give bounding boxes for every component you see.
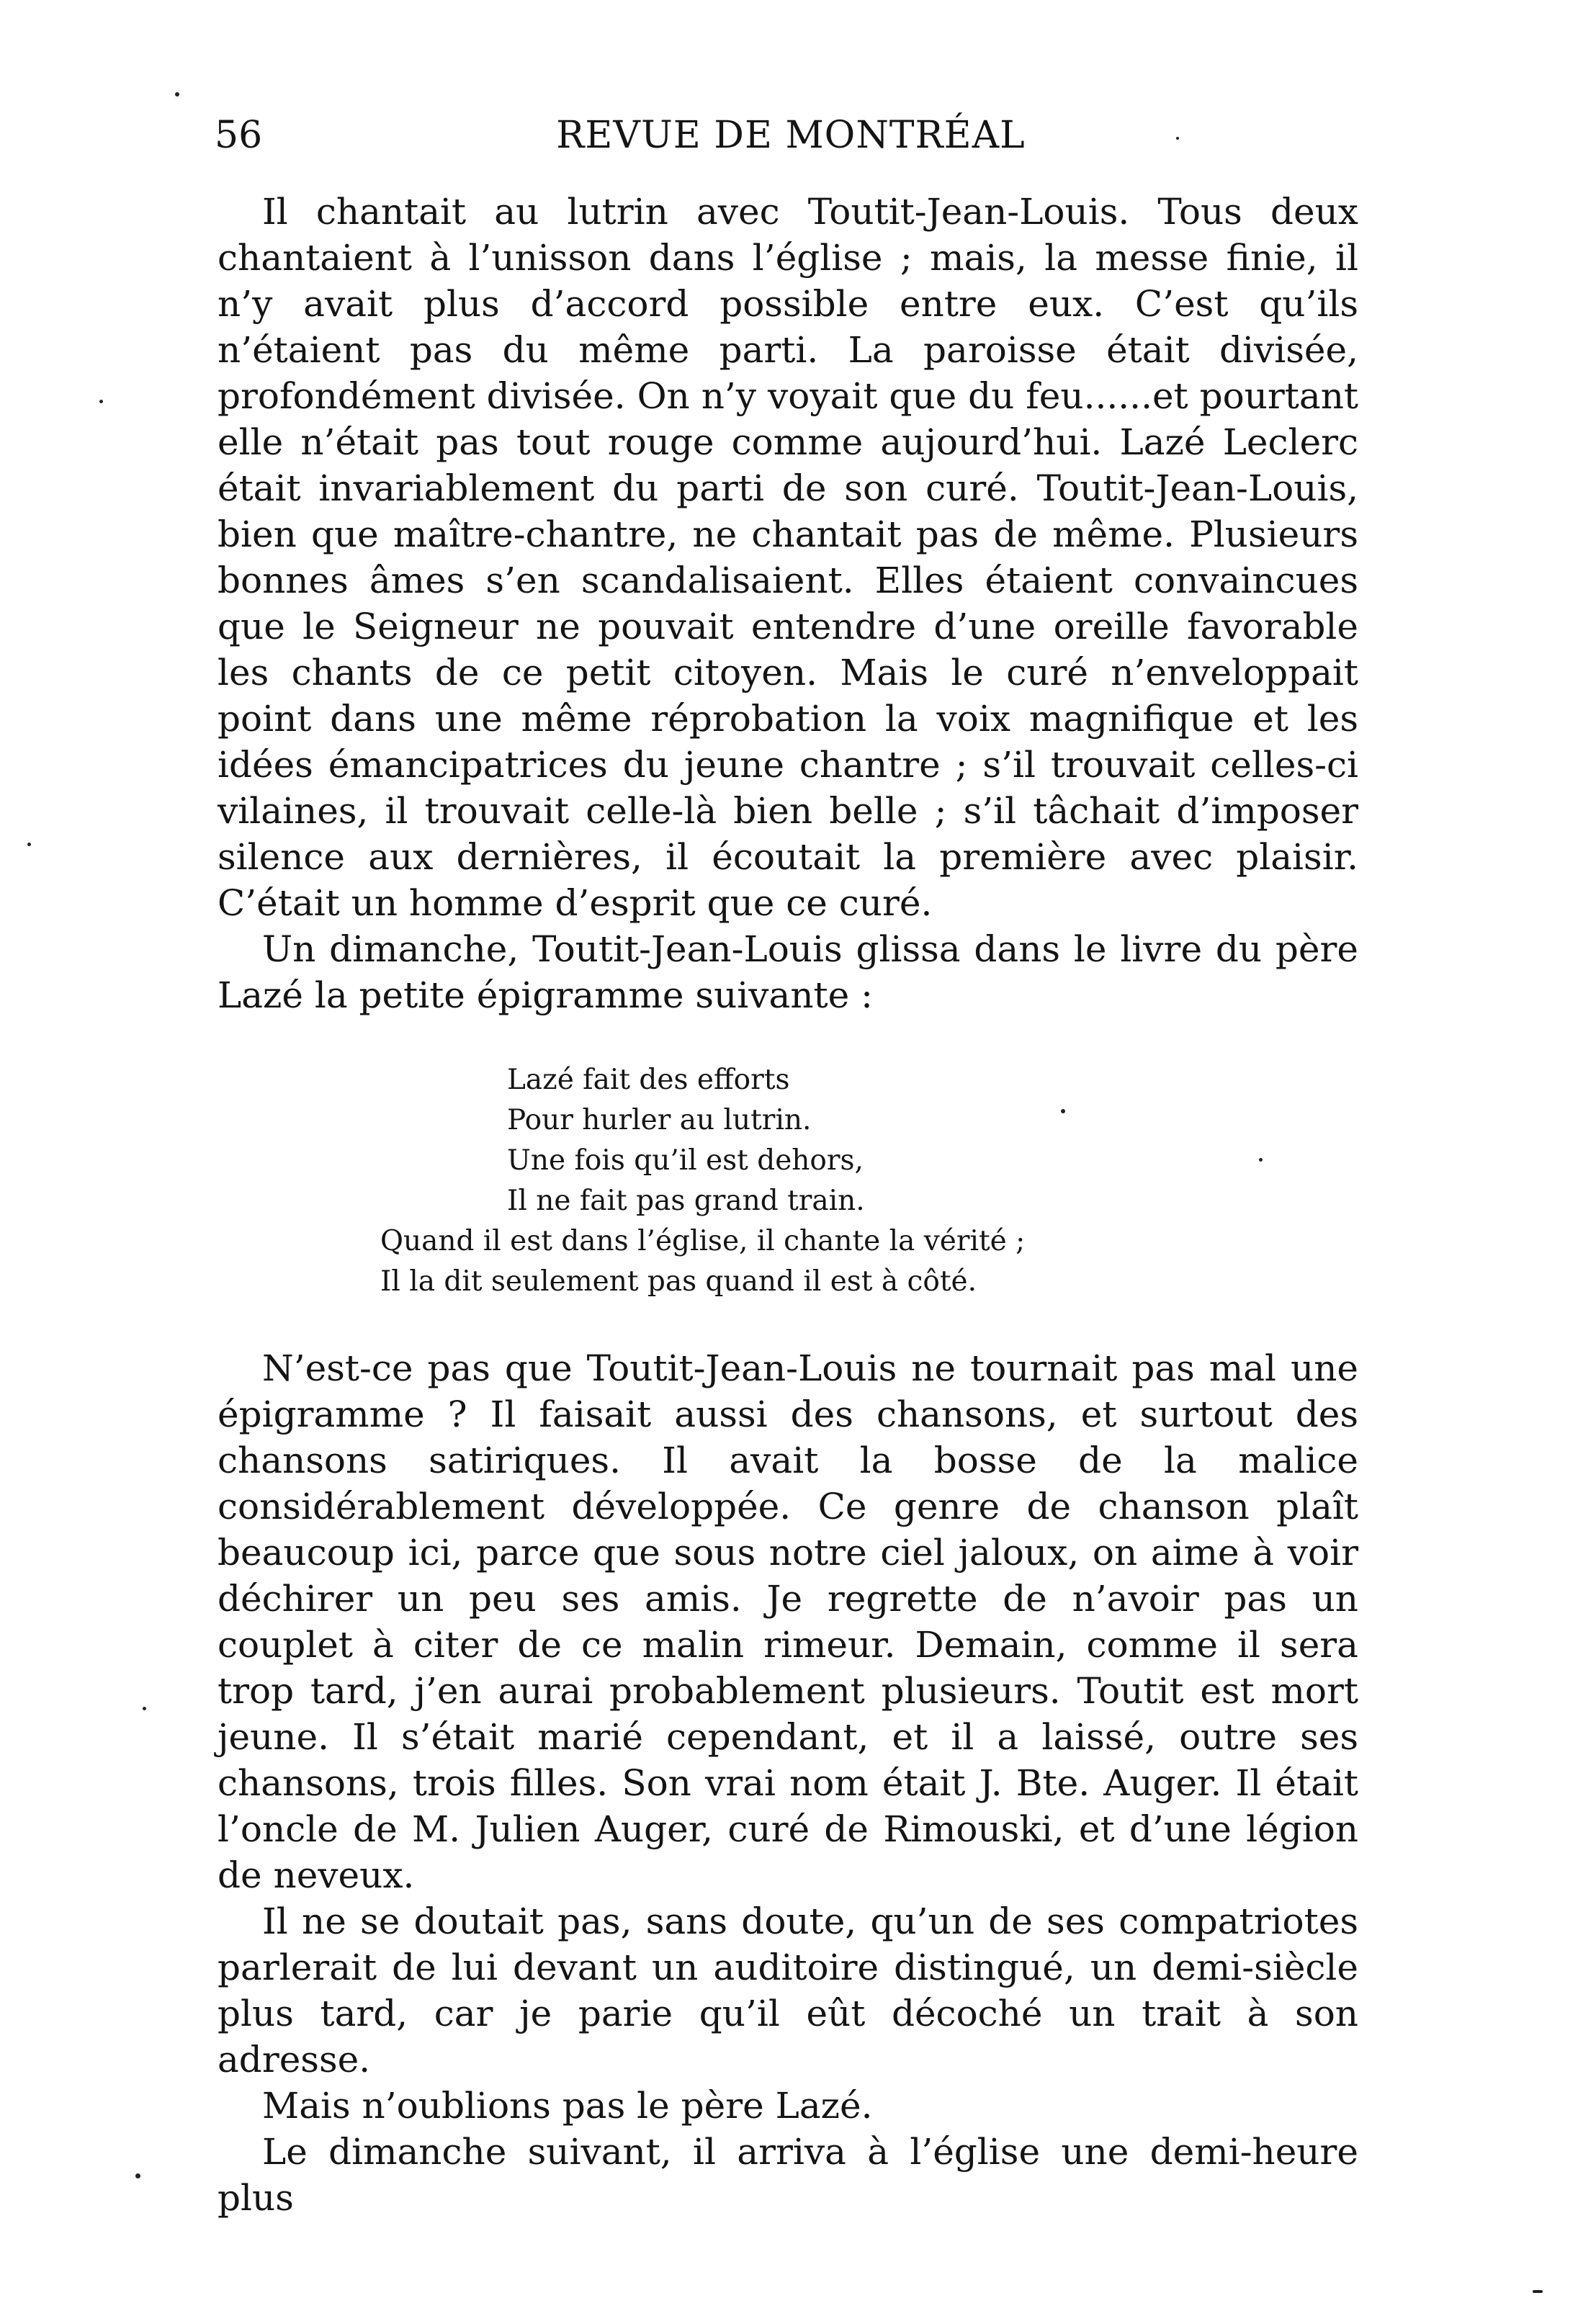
scan-speck [1061, 1109, 1065, 1113]
scan-speck [135, 2173, 140, 2178]
scan-speck [143, 1707, 146, 1710]
paragraph: Il chantait au lutrin avec Toutit-Jean-Louis. Tous deux chantaient à l’unisson dans l’église ; mais, la messe finie, il n’y avait plus d’accord possible entre eux. C’est qu’ils n’étaient pas du même parti. La paroisse était divisée, profondément divisée. On n’y voyait que du feu......et pourtant elle n’était pas tout rouge comme aujourd’hui. Lazé Leclerc était invariablement du parti de son curé. Toutit-Jean-Louis, bien que maître-chantre, ne chantait pas de même. Plusieurs bonnes âmes s’en scandalisaient. Elles étaient convaincues que le Seigneur ne pouvait entendre d’une oreille favorable les chants de ce petit citoyen. Mais le curé n’enveloppait point dans une même réprobation la voix magnifique et les idées émancipatrices du jeune chantre ; s’il trouvait celles-ci vilaines, il trouvait celle-là bien belle ; s’il tâchait d’imposer silence aux dernières, il écoutait la première avec plaisir. C’était un homme d’esprit que ce curé. [218, 191, 1358, 924]
paragraph: Le dimanche suivant, il arriva à l’église une demi-heure plus [218, 2131, 1358, 2219]
page-number: 56 [215, 114, 263, 157]
poem-line: Il ne fait pas grand train. [507, 1185, 865, 1217]
running-title: REVUE DE MONTRÉAL [556, 114, 1026, 157]
poem-line: Pour hurler au lutrin. [507, 1104, 812, 1136]
epigram-poem [380, 1060, 1028, 1302]
page-header [215, 107, 1367, 164]
paragraph: Un dimanche, Toutit-Jean-Louis glissa dans le livre du père Lazé la petite épigramme suivante : [218, 928, 1358, 1016]
poem-line: Lazé fait des efforts [507, 1064, 790, 1096]
poem-line: Une fois qu’il est dehors, [507, 1144, 864, 1177]
body-text-top [218, 189, 1358, 1018]
paragraph: Il ne se doutait pas, sans doute, qu’un de ses compatriotes parlerait de lui devant un auditoire distingué, un demi-siècle plus tard, car je parie qu’il eût décoché un trait à son adresse. [218, 1900, 1358, 2081]
paragraph: N’est-ce pas que Toutit-Jean-Louis ne tournait pas mal une épigramme ? Il faisait aussi des chansons, et surtout des chansons satiriques. Il avait la bosse de la malice considérablement développée. Ce genre de chanson plaît beaucoup ici, parce que sous notre ciel jaloux, on aime à voir déchirer un peu ses amis. Je regrette de n’avoir pas un couplet à citer de ce malin rimeur. Demain, comme il sera trop tard, j’en aurai probablement plusieurs. Toutit est mort jeune. Il s’était marié cependant, et il a laissé, outre ses chansons, trois filles. Son vrai nom était J. Bte. Auger. Il était l’oncle de M. Julien Auger, curé de Rimouski, et d’une légion de neveux. [218, 1347, 1358, 1896]
poem-line: Il la dit seulement pas quand il est à côté. [380, 1265, 977, 1298]
scan-speck [1176, 137, 1179, 140]
scan-speck [27, 843, 31, 846]
poem-line: Quand il est dans l’église, il chante la vérité ; [380, 1225, 1026, 1257]
scan-speck [99, 400, 103, 403]
body-text-bottom [218, 1345, 1358, 2221]
scan-speck [175, 92, 179, 96]
paragraph: Mais n’oublions pas le père Lazé. [262, 2085, 873, 2127]
scan-speck [1259, 1158, 1263, 1162]
scan-speck [1533, 2290, 1543, 2293]
